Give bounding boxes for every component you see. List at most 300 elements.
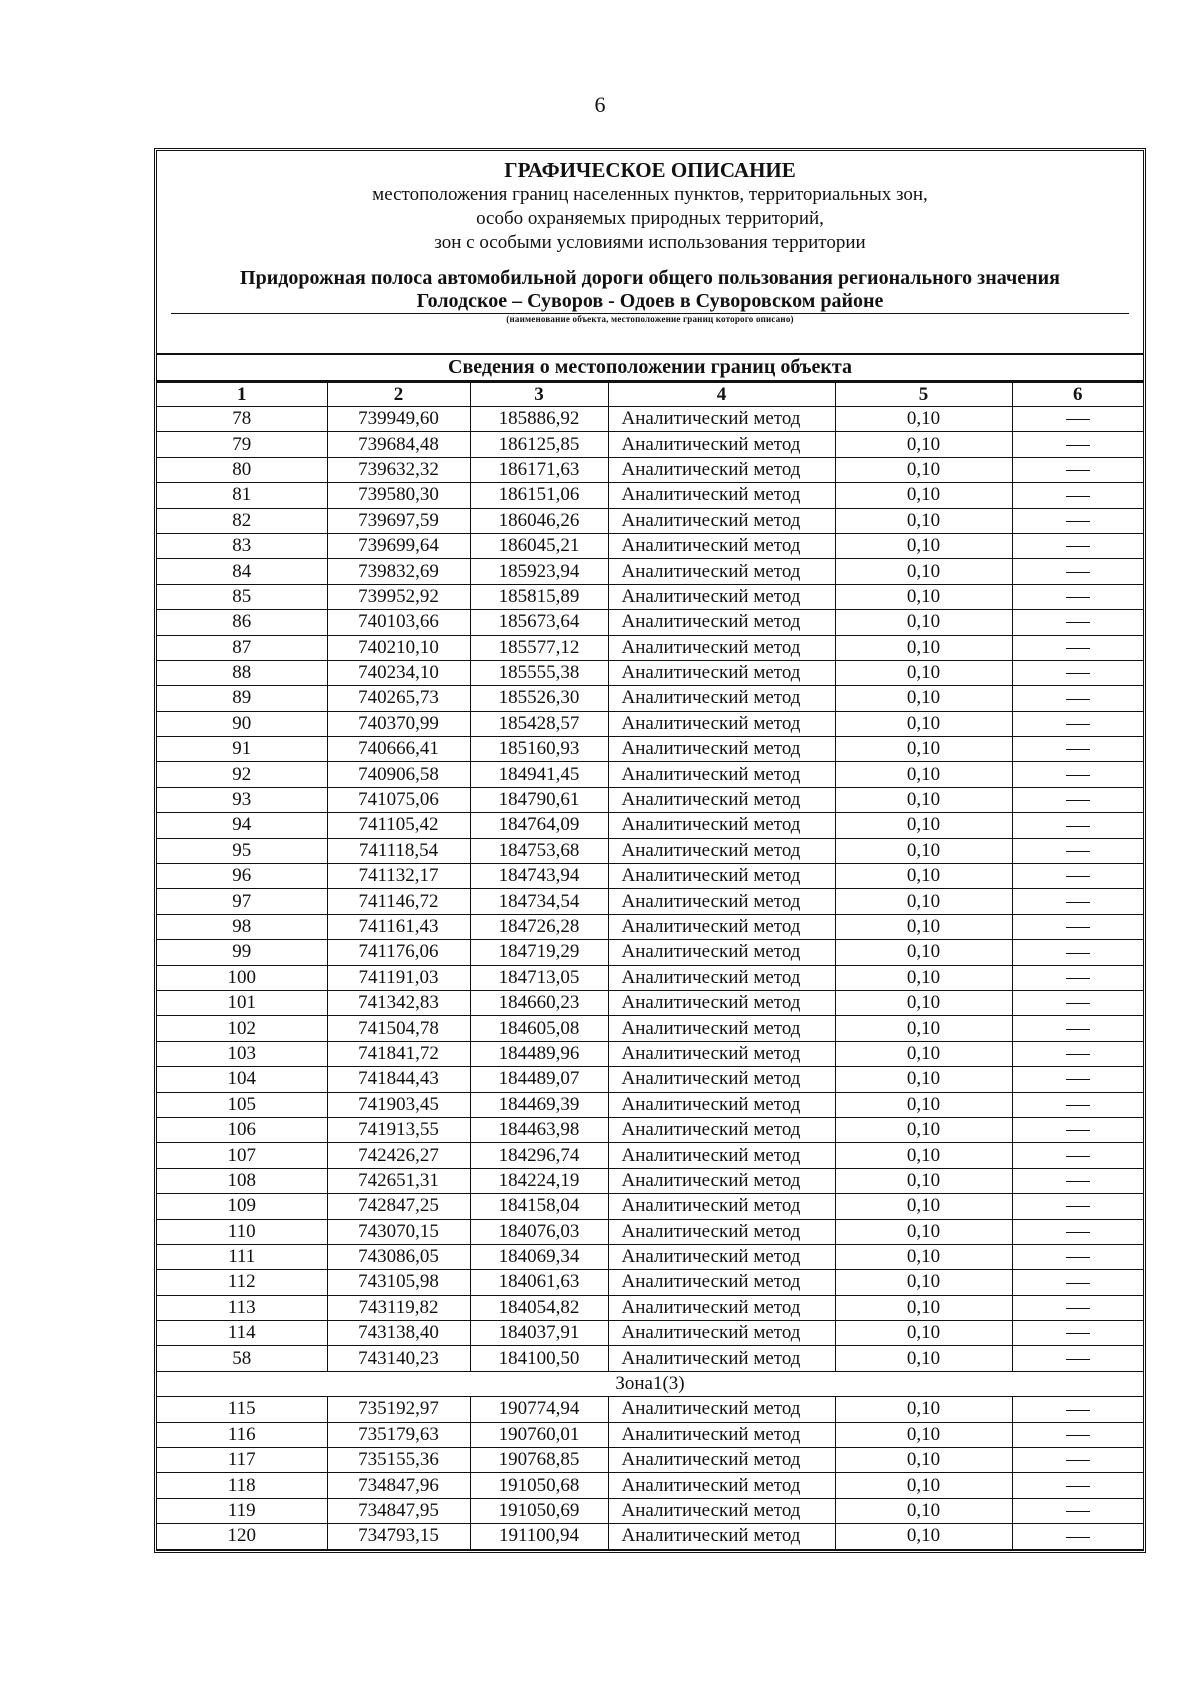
coord-y: 184790,61	[470, 787, 608, 812]
accuracy: 0,10	[835, 1270, 1012, 1295]
table-row	[157, 1422, 1143, 1447]
column-header: 2	[327, 383, 470, 407]
empty-cell	[1012, 1041, 1143, 1066]
empty-cell	[1012, 1117, 1143, 1142]
coord-y: 185673,64	[470, 610, 608, 635]
column-header: 4	[608, 383, 835, 407]
coord-x: 741504,78	[327, 1016, 470, 1041]
dash-mark	[1066, 876, 1090, 877]
empty-cell	[1012, 533, 1143, 558]
coord-x: 740265,73	[327, 686, 470, 711]
dash-mark	[1066, 749, 1090, 750]
empty-cell	[1012, 864, 1143, 889]
dash-mark	[1066, 1079, 1090, 1080]
dash-mark	[1066, 978, 1090, 979]
table-row	[157, 1397, 1143, 1422]
dash-mark	[1066, 1105, 1090, 1106]
empty-cell	[1012, 1473, 1143, 1498]
dash-mark	[1066, 572, 1090, 573]
empty-cell	[1012, 1016, 1143, 1041]
coord-x: 739832,69	[327, 559, 470, 584]
method: Аналитический метод	[608, 813, 835, 838]
table-row	[157, 965, 1143, 990]
column-header: 3	[470, 383, 608, 407]
empty-cell	[1012, 1270, 1143, 1295]
empty-cell	[1012, 737, 1143, 762]
point-number: 90	[157, 711, 327, 736]
table-row	[157, 1244, 1143, 1269]
method: Аналитический метод	[608, 1346, 835, 1371]
accuracy: 0,10	[835, 914, 1012, 939]
accuracy: 0,10	[835, 610, 1012, 635]
method: Аналитический метод	[608, 457, 835, 482]
accuracy: 0,10	[835, 711, 1012, 736]
coord-y: 186171,63	[470, 457, 608, 482]
method: Аналитический метод	[608, 686, 835, 711]
point-number: 96	[157, 864, 327, 889]
accuracy: 0,10	[835, 940, 1012, 965]
empty-cell	[1012, 711, 1143, 736]
accuracy: 0,10	[835, 762, 1012, 787]
coord-x: 741903,45	[327, 1092, 470, 1117]
method: Аналитический метод	[608, 1041, 835, 1066]
table-row	[157, 1016, 1143, 1041]
dash-mark	[1066, 597, 1090, 598]
coord-x: 743070,15	[327, 1219, 470, 1244]
method: Аналитический метод	[608, 1219, 835, 1244]
coord-y: 186046,26	[470, 508, 608, 533]
coord-y: 184076,03	[470, 1219, 608, 1244]
coord-x: 741146,72	[327, 889, 470, 914]
dash-mark	[1066, 1359, 1090, 1360]
method: Аналитический метод	[608, 1244, 835, 1269]
method: Аналитический метод	[608, 1473, 835, 1498]
dash-mark	[1066, 1486, 1090, 1487]
object-caption: (наименование объекта, местоположение границ которого описано)	[506, 314, 794, 324]
table-row	[157, 889, 1143, 914]
accuracy: 0,10	[835, 787, 1012, 812]
method: Аналитический метод	[608, 1016, 835, 1041]
accuracy: 0,10	[835, 1117, 1012, 1142]
table-row	[157, 1143, 1143, 1168]
coord-y: 191050,69	[470, 1498, 608, 1523]
coord-x: 741913,55	[327, 1117, 470, 1142]
accuracy: 0,10	[835, 1422, 1012, 1447]
empty-cell	[1012, 762, 1143, 787]
table-row	[157, 1219, 1143, 1244]
coord-y: 184764,09	[470, 813, 608, 838]
coord-x: 743105,98	[327, 1270, 470, 1295]
dash-mark	[1066, 648, 1090, 649]
accuracy: 0,10	[835, 1321, 1012, 1346]
coord-y: 184037,91	[470, 1321, 608, 1346]
dash-mark	[1066, 1206, 1090, 1207]
coord-y: 184726,28	[470, 914, 608, 939]
empty-cell	[1012, 1295, 1143, 1320]
point-number: 114	[157, 1321, 327, 1346]
method: Аналитический метод	[608, 635, 835, 660]
empty-cell	[1012, 1092, 1143, 1117]
coord-x: 739697,59	[327, 508, 470, 533]
point-number: 116	[157, 1422, 327, 1447]
coord-y: 184605,08	[470, 1016, 608, 1041]
coord-x: 734847,96	[327, 1473, 470, 1498]
coord-y: 184061,63	[470, 1270, 608, 1295]
table-row	[157, 584, 1143, 609]
table-row	[157, 432, 1143, 457]
table-row	[157, 711, 1143, 736]
dash-mark	[1066, 953, 1090, 954]
method: Аналитический метод	[608, 1270, 835, 1295]
table-row	[157, 686, 1143, 711]
coord-x: 743086,05	[327, 1244, 470, 1269]
point-number: 79	[157, 432, 327, 457]
point-number: 119	[157, 1498, 327, 1523]
table-row	[157, 1194, 1143, 1219]
point-number: 112	[157, 1270, 327, 1295]
coord-y: 184489,07	[470, 1067, 608, 1092]
coord-x: 742651,31	[327, 1168, 470, 1193]
method: Аналитический метод	[608, 940, 835, 965]
coord-x: 740234,10	[327, 660, 470, 685]
coord-x: 743119,82	[327, 1295, 470, 1320]
coord-y: 185160,93	[470, 737, 608, 762]
accuracy: 0,10	[835, 1295, 1012, 1320]
point-number: 104	[157, 1067, 327, 1092]
dash-mark	[1066, 775, 1090, 776]
dash-mark	[1066, 1232, 1090, 1233]
point-number: 91	[157, 737, 327, 762]
point-number: 111	[157, 1244, 327, 1269]
point-number: 78	[157, 407, 327, 432]
empty-cell	[1012, 813, 1143, 838]
coord-x: 735192,97	[327, 1397, 470, 1422]
method: Аналитический метод	[608, 1295, 835, 1320]
empty-cell	[1012, 584, 1143, 609]
table-row	[157, 610, 1143, 635]
dash-mark	[1066, 419, 1090, 420]
dash-mark	[1066, 724, 1090, 725]
accuracy: 0,10	[835, 1219, 1012, 1244]
table-row	[157, 1448, 1143, 1473]
method: Аналитический метод	[608, 737, 835, 762]
accuracy: 0,10	[835, 660, 1012, 685]
point-number: 108	[157, 1168, 327, 1193]
point-number: 118	[157, 1473, 327, 1498]
accuracy: 0,10	[835, 1397, 1012, 1422]
table-row	[157, 1346, 1143, 1371]
accuracy: 0,10	[835, 1473, 1012, 1498]
accuracy: 0,10	[835, 990, 1012, 1015]
accuracy: 0,10	[835, 508, 1012, 533]
table-row	[157, 1473, 1143, 1498]
object-name	[157, 267, 1143, 313]
table-row	[157, 787, 1143, 812]
dash-mark	[1066, 927, 1090, 928]
coord-x: 740103,66	[327, 610, 470, 635]
coord-y: 184224,19	[470, 1168, 608, 1193]
empty-cell	[1012, 457, 1143, 482]
coord-y: 184158,04	[470, 1194, 608, 1219]
dash-mark	[1066, 1308, 1090, 1309]
method: Аналитический метод	[608, 711, 835, 736]
accuracy: 0,10	[835, 889, 1012, 914]
method: Аналитический метод	[608, 533, 835, 558]
empty-cell	[1012, 660, 1143, 685]
coord-x: 741342,83	[327, 990, 470, 1015]
accuracy: 0,10	[835, 483, 1012, 508]
table-row	[157, 1295, 1143, 1320]
dash-mark	[1066, 1054, 1090, 1055]
table-row	[157, 533, 1143, 558]
table-row	[157, 407, 1143, 432]
coord-y: 184753,68	[470, 838, 608, 863]
empty-cell	[1012, 1498, 1143, 1523]
coord-y: 184660,23	[470, 990, 608, 1015]
coordinates-table	[157, 382, 1143, 1550]
table-row	[157, 914, 1143, 939]
empty-cell	[1012, 787, 1143, 812]
coord-x: 739632,32	[327, 457, 470, 482]
method: Аналитический метод	[608, 584, 835, 609]
coord-y: 185815,89	[470, 584, 608, 609]
accuracy: 0,10	[835, 407, 1012, 432]
coord-x: 742847,25	[327, 1194, 470, 1219]
dash-mark	[1066, 546, 1090, 547]
method: Аналитический метод	[608, 432, 835, 457]
object-name-line-2: Голодское – Суворов - Одоев в Суворовском районе	[416, 290, 884, 312]
point-number: 93	[157, 787, 327, 812]
coord-y: 184469,39	[470, 1092, 608, 1117]
method: Аналитический метод	[608, 1117, 835, 1142]
coord-y: 184054,82	[470, 1295, 608, 1320]
point-number: 89	[157, 686, 327, 711]
method: Аналитический метод	[608, 1422, 835, 1447]
table-row	[157, 940, 1143, 965]
coord-x: 740906,58	[327, 762, 470, 787]
point-number: 103	[157, 1041, 327, 1066]
method: Аналитический метод	[608, 990, 835, 1015]
coord-y: 184719,29	[470, 940, 608, 965]
dash-mark	[1066, 1029, 1090, 1030]
coord-y: 184489,96	[470, 1041, 608, 1066]
subtitle-line: особо охраняемых природных территорий,	[476, 208, 824, 229]
subtitle-line: местоположения границ населенных пунктов, территориальных зон,	[372, 184, 928, 205]
table-row	[157, 1524, 1143, 1549]
coord-x: 741118,54	[327, 838, 470, 863]
accuracy: 0,10	[835, 1244, 1012, 1269]
method: Аналитический метод	[608, 559, 835, 584]
empty-cell	[1012, 483, 1143, 508]
table-row	[157, 457, 1143, 482]
empty-cell	[1012, 432, 1143, 457]
coord-x: 741176,06	[327, 940, 470, 965]
method: Аналитический метод	[608, 1524, 835, 1549]
accuracy: 0,10	[835, 1448, 1012, 1473]
method: Аналитический метод	[608, 660, 835, 685]
point-number: 94	[157, 813, 327, 838]
accuracy: 0,10	[835, 559, 1012, 584]
accuracy: 0,10	[835, 838, 1012, 863]
accuracy: 0,10	[835, 1168, 1012, 1193]
point-number: 117	[157, 1448, 327, 1473]
table-row	[157, 1041, 1143, 1066]
empty-cell	[1012, 965, 1143, 990]
dash-mark	[1066, 470, 1090, 471]
empty-cell	[1012, 686, 1143, 711]
empty-cell	[1012, 1397, 1143, 1422]
document-title: ГРАФИЧЕСКОЕ ОПИСАНИЕ	[504, 158, 796, 182]
point-number: 109	[157, 1194, 327, 1219]
column-header: 1	[157, 383, 327, 407]
coord-y: 184463,98	[470, 1117, 608, 1142]
table-row	[157, 737, 1143, 762]
column-header: 5	[835, 383, 1012, 407]
coord-x: 734793,15	[327, 1524, 470, 1549]
coord-x: 740210,10	[327, 635, 470, 660]
zone-label: Зона1(3)	[157, 1371, 1143, 1396]
accuracy: 0,10	[835, 813, 1012, 838]
zone-row	[157, 1371, 1143, 1396]
empty-cell	[1012, 1168, 1143, 1193]
coord-x: 741841,72	[327, 1041, 470, 1066]
coord-y: 185886,92	[470, 407, 608, 432]
empty-cell	[1012, 889, 1143, 914]
accuracy: 0,10	[835, 965, 1012, 990]
table-row	[157, 1270, 1143, 1295]
coord-y: 185577,12	[470, 635, 608, 660]
table-row	[157, 1168, 1143, 1193]
coord-y: 186125,85	[470, 432, 608, 457]
method: Аналитический метод	[608, 1092, 835, 1117]
method: Аналитический метод	[608, 1321, 835, 1346]
coord-x: 739580,30	[327, 483, 470, 508]
point-number: 95	[157, 838, 327, 863]
table-row	[157, 1498, 1143, 1523]
coord-y: 184069,34	[470, 1244, 608, 1269]
coord-y: 191100,94	[470, 1524, 608, 1549]
point-number: 58	[157, 1346, 327, 1371]
coord-y: 185555,38	[470, 660, 608, 685]
point-number: 101	[157, 990, 327, 1015]
page-number: 6	[594, 92, 606, 117]
accuracy: 0,10	[835, 737, 1012, 762]
table-row	[157, 508, 1143, 533]
dash-mark	[1066, 1257, 1090, 1258]
empty-cell	[1012, 1448, 1143, 1473]
document-frame	[154, 148, 1146, 1553]
coord-x: 734847,95	[327, 1498, 470, 1523]
point-number: 120	[157, 1524, 327, 1549]
dash-mark	[1066, 521, 1090, 522]
point-number: 100	[157, 965, 327, 990]
point-number: 107	[157, 1143, 327, 1168]
accuracy: 0,10	[835, 1498, 1012, 1523]
coord-y: 190760,01	[470, 1422, 608, 1447]
empty-cell	[1012, 1194, 1143, 1219]
method: Аналитический метод	[608, 483, 835, 508]
accuracy: 0,10	[835, 1346, 1012, 1371]
dash-mark	[1066, 673, 1090, 674]
coord-x: 740666,41	[327, 737, 470, 762]
dash-mark	[1066, 1181, 1090, 1182]
method: Аналитический метод	[608, 1067, 835, 1092]
empty-cell	[1012, 559, 1143, 584]
method: Аналитический метод	[608, 1448, 835, 1473]
accuracy: 0,10	[835, 686, 1012, 711]
method: Аналитический метод	[608, 407, 835, 432]
coord-x: 743140,23	[327, 1346, 470, 1371]
method: Аналитический метод	[608, 965, 835, 990]
coord-y: 186151,06	[470, 483, 608, 508]
point-number: 110	[157, 1219, 327, 1244]
coord-y: 184296,74	[470, 1143, 608, 1168]
point-number: 83	[157, 533, 327, 558]
coord-x: 741105,42	[327, 813, 470, 838]
dash-mark	[1066, 1537, 1090, 1538]
coord-x: 741844,43	[327, 1067, 470, 1092]
point-number: 115	[157, 1397, 327, 1422]
method: Аналитический метод	[608, 1397, 835, 1422]
point-number: 99	[157, 940, 327, 965]
empty-cell	[1012, 1321, 1143, 1346]
table-row	[157, 813, 1143, 838]
table-row	[157, 483, 1143, 508]
table-row	[157, 559, 1143, 584]
accuracy: 0,10	[835, 1016, 1012, 1041]
coord-y: 184100,50	[470, 1346, 608, 1371]
point-number: 82	[157, 508, 327, 533]
dash-mark	[1066, 902, 1090, 903]
method: Аналитический метод	[608, 864, 835, 889]
accuracy: 0,10	[835, 1524, 1012, 1549]
coord-x: 740370,99	[327, 711, 470, 736]
dash-mark	[1066, 1435, 1090, 1436]
empty-cell	[1012, 610, 1143, 635]
method: Аналитический метод	[608, 508, 835, 533]
empty-cell	[1012, 635, 1143, 660]
point-number: 102	[157, 1016, 327, 1041]
coord-y: 185428,57	[470, 711, 608, 736]
point-number: 85	[157, 584, 327, 609]
coord-x: 739684,48	[327, 432, 470, 457]
empty-cell	[1012, 940, 1143, 965]
dash-mark	[1066, 1130, 1090, 1131]
dash-mark	[1066, 826, 1090, 827]
point-number: 84	[157, 559, 327, 584]
dash-mark	[1066, 1283, 1090, 1284]
empty-cell	[1012, 1524, 1143, 1549]
coord-x: 743138,40	[327, 1321, 470, 1346]
dash-mark	[1066, 1410, 1090, 1411]
accuracy: 0,10	[835, 457, 1012, 482]
coord-x: 735179,63	[327, 1422, 470, 1447]
method: Аналитический метод	[608, 1194, 835, 1219]
empty-cell	[1012, 1244, 1143, 1269]
coord-x: 741161,43	[327, 914, 470, 939]
subtitle-line: зон с особыми условиями использования территории	[434, 232, 866, 253]
dash-mark	[1066, 496, 1090, 497]
table-row	[157, 1117, 1143, 1142]
accuracy: 0,10	[835, 635, 1012, 660]
dash-mark	[1066, 1333, 1090, 1334]
coord-y: 185923,94	[470, 559, 608, 584]
accuracy: 0,10	[835, 1067, 1012, 1092]
point-number: 92	[157, 762, 327, 787]
accuracy: 0,10	[835, 864, 1012, 889]
table-row	[157, 1321, 1143, 1346]
accuracy: 0,10	[835, 1092, 1012, 1117]
